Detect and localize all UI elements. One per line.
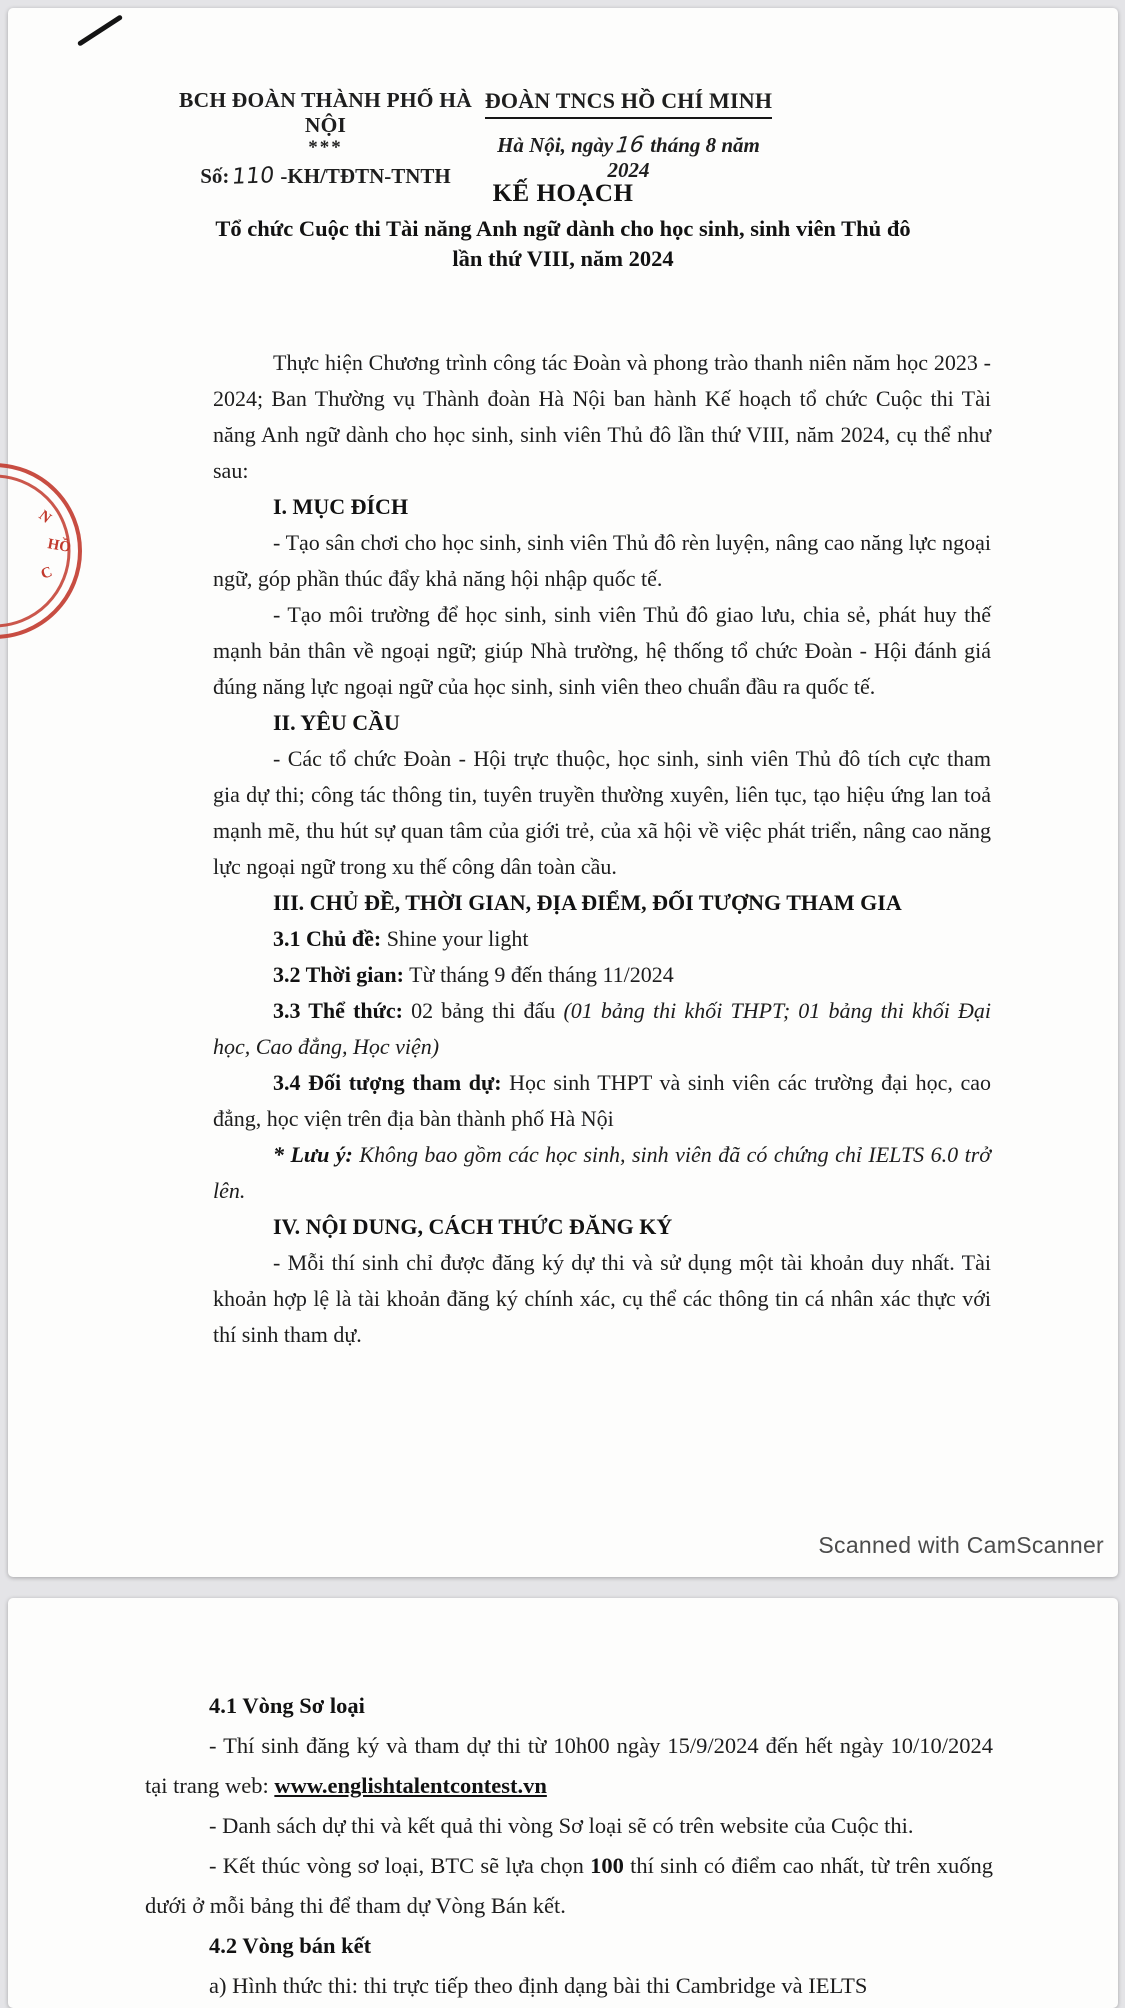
selection-count: 100 xyxy=(590,1853,624,1878)
time-label: 3.2 Thời gian: xyxy=(273,962,404,987)
time-value: Từ tháng 9 đến tháng 11/2024 xyxy=(403,962,674,987)
document-body xyxy=(213,345,991,1353)
selection-paragraph xyxy=(145,1846,993,1926)
section-3-heading: III. CHỦ ĐỀ, THỜI GIAN, ĐỊA ĐIỂM, ĐỐI TƯỢNG THAM GIA xyxy=(273,890,902,915)
title-line-2: Tổ chức Cuộc thi Tài năng Anh ngữ dành cho học sinh, sinh viên Thủ đô xyxy=(215,216,911,241)
subsection-41-heading: 4.1 Vòng Sơ loại xyxy=(209,1693,365,1718)
registration-text: - Thí sinh đăng ký và tham dự thi từ 10h00 ngày 15/9/2024 đến hết ngày 10/10/2024 tại trang web: xyxy=(145,1733,993,1798)
date-day-handwritten: 16 xyxy=(614,132,646,159)
doc-no-code: -KH/TĐTN-TNTH xyxy=(280,164,451,188)
intro-paragraph: Thực hiện Chương trình công tác Đoàn và phong trào thanh niên năm học 2023 - 2024; Ban Thường vụ Thành đoàn Hà Nội ban hành Kế hoạch tổ chức Cuộc thi Tài năng Anh ngữ dành cho học sinh, sinh viên Thủ đô lần thứ VIII, năm 2024, cụ thể như sau: xyxy=(213,350,991,483)
red-stamp-fragment-icon xyxy=(8,455,108,635)
camscanner-watermark: Scanned with CamScanner xyxy=(818,1532,1104,1558)
section-2-heading: II. YÊU CẦU xyxy=(273,710,400,735)
header-stars-separator: *** xyxy=(308,137,343,158)
time-item xyxy=(213,957,991,993)
document-body-page2 xyxy=(145,1686,993,2006)
selection-text-post: thí sinh có điểm cao nhất, từ trên xuống dưới ở mỗi bảng thi để tham dự Vòng Bán kết. xyxy=(145,1853,994,1918)
stamp-letter: N xyxy=(35,507,54,527)
document-page-2 xyxy=(8,1598,1118,2008)
date-suffix: tháng 8 năm 2024 xyxy=(607,133,760,182)
section-1-heading: I. MỤC ĐÍCH xyxy=(273,494,409,519)
topic-item xyxy=(213,921,991,957)
participants-label: 3.4 Đối tượng tham dự: xyxy=(273,1070,502,1095)
results-paragraph: - Danh sách dự thi và kết quả thi vòng Sơ loại sẽ có trên website của Cuộc thi. xyxy=(209,1813,914,1838)
document-page-1 xyxy=(8,8,1118,1577)
participants-item xyxy=(213,1065,991,1137)
topic-label: 3.1 Chủ đề: xyxy=(273,926,382,951)
semifinal-format-paragraph: a) Hình thức thi: thi trực tiếp theo định dạng bài thi Cambridge và IELTS xyxy=(209,1973,868,1998)
subsection-42-heading: 4.2 Vòng bán kết xyxy=(209,1933,372,1958)
doc-no-handwritten: 110 xyxy=(230,163,276,190)
issuing-org-name: BCH ĐOÀN THÀNH PHỐ HÀ NỘI xyxy=(179,88,472,137)
section-4-paragraph: - Mỗi thí sinh chỉ được đăng ký dự thi và sử dụng một tài khoản duy nhất. Tài khoản hợp lệ là tài khoản đăng ký chính xác, cụ thể các thông tin cá nhân xác thực với thí sinh tham dự. xyxy=(213,1250,991,1347)
website-url[interactable]: www.englishtalentcontest.vn xyxy=(274,1773,547,1798)
format-detail-italic: (01 bảng thi khối THPT; 01 bảng thi khối Đại học, Cao đẳng, Học viện) xyxy=(213,998,991,1059)
selection-text-pre: - Kết thúc vòng sơ loại, BTC sẽ lựa chọn xyxy=(209,1853,591,1878)
document-date xyxy=(476,133,781,183)
stamp-letter: C xyxy=(38,564,55,583)
note-label: * Lưu ý: xyxy=(273,1142,353,1167)
header-left-column xyxy=(158,88,493,189)
pen-mark xyxy=(77,14,123,47)
header-right-column xyxy=(476,88,781,183)
section-1-paragraph: - Tạo môi trường để học sinh, sinh viên Thủ đô giao lưu, chia sẻ, phát huy thế mạnh bản thân về ngoại ngữ; giúp Nhà trường, hệ thống tổ chức Đoàn - Hội đánh giá đúng năng lực ngoại ngữ của học sinh, sinh viên theo chuẩn đầu ra quốc tế. xyxy=(213,602,991,699)
document-title xyxy=(8,180,1118,274)
doc-no-label: Số: xyxy=(200,164,230,188)
participants-value: Học sinh THPT và sinh viên các trường đại học, cao đẳng, học viện trên địa bàn thành phố Hà Nội xyxy=(213,1070,991,1131)
section-4-heading: IV. NỘI DUNG, CÁCH THỨC ĐĂNG KÝ xyxy=(273,1214,673,1239)
note-paragraph xyxy=(213,1137,991,1209)
stamp-letter: HỒ xyxy=(46,536,73,556)
format-label: 3.3 Thể thức: xyxy=(273,998,403,1023)
format-value: 02 bảng thi đấu xyxy=(402,998,564,1023)
format-item xyxy=(213,993,991,1065)
section-2-paragraph: - Các tổ chức Đoàn - Hội trực thuộc, học sinh, sinh viên Thủ đô tích cực tham gia dự thi; công tác thông tin, tuyên truyền thường xuyên, liên tục, tạo hiệu ứng lan toả mạnh mẽ, thu hút sự quan tâm của giới trẻ, của xã hội về việc phát triển, nâng cao năng lực ngoại ngữ trong xu thế công dân toàn cầu. xyxy=(213,746,991,879)
title-line-3: lần thứ VIII, năm 2024 xyxy=(452,246,674,271)
topic-value: Shine your light xyxy=(381,926,529,951)
national-org-name: ĐOÀN TNCS HỒ CHÍ MINH xyxy=(485,88,772,119)
section-1-paragraph: - Tạo sân chơi cho học sinh, sinh viên Thủ đô rèn luyện, nâng cao năng lực ngoại ngữ, góp phần thúc đẩy khả năng hội nhập quốc tế. xyxy=(213,530,991,591)
title-line-1: KẾ HOẠCH xyxy=(492,180,634,207)
date-prefix: Hà Nội, ngày xyxy=(497,133,614,157)
registration-paragraph xyxy=(145,1726,993,1806)
note-text: Không bao gồm các học sinh, sinh viên đã có chứng chỉ IELTS 6.0 trở lên. xyxy=(213,1142,991,1203)
